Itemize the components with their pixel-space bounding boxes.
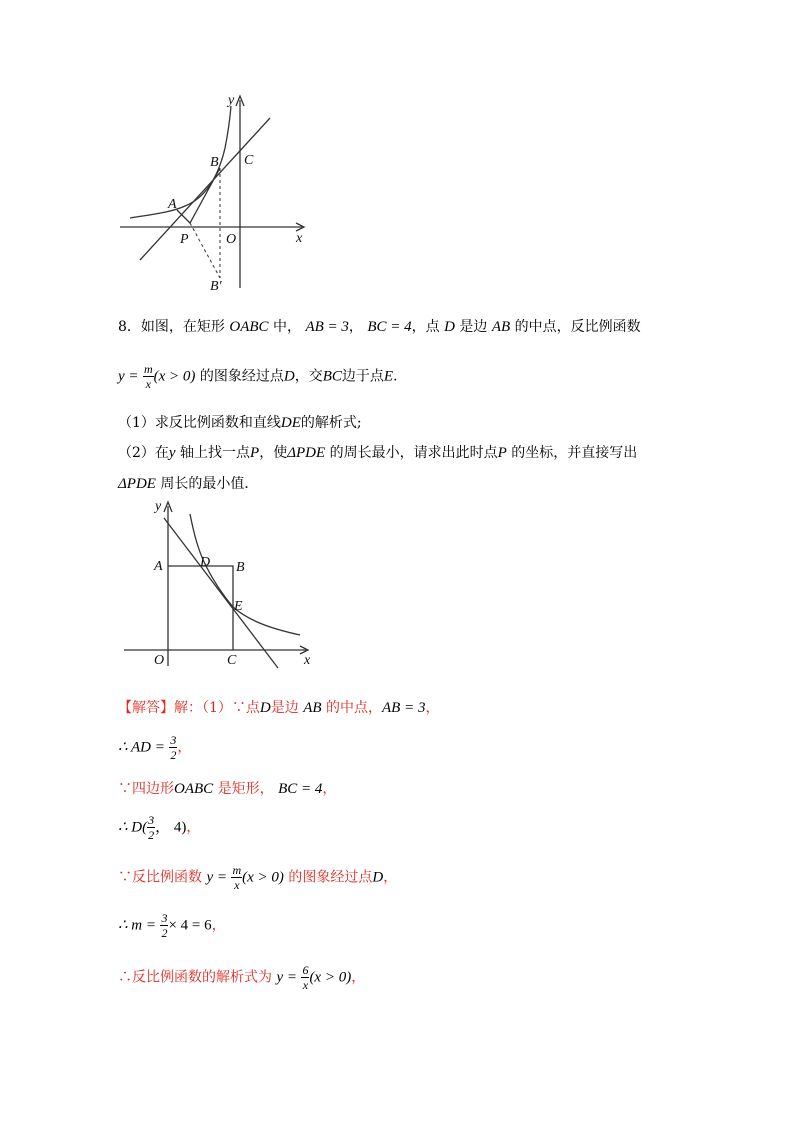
fig1-label-o: O — [226, 232, 237, 247]
fig2-label-e: E — [234, 599, 243, 614]
fig1-label-x: x — [296, 231, 303, 246]
fig2-rectangle — [168, 566, 233, 650]
fig2-label-a: A — [154, 559, 163, 574]
question-2-line-1: （2）在y 轴上找一点P，使ΔPDE 的周长最小，请求出此时点P 的坐标，并直接写出 — [118, 445, 638, 461]
solution-line-1: 【解答】解：（1）∵点D是边 AB 的中点，AB = 3， — [118, 700, 440, 716]
problem-line-1: 8．如图，在矩形 OABC 中， AB = 3， BC = 4，点 D 是边 AB 的中点，反比例函数 — [118, 319, 641, 335]
fig2-line-de — [164, 518, 278, 668]
problem-func-fraction: $\frac{m}{x}$ — [143, 362, 153, 391]
solution-line-4: ∴ D( $\frac{3}{2}$ ， 4)， — [118, 813, 201, 842]
fig2-label-d: D — [200, 555, 211, 570]
fig1-label-p: P — [180, 232, 189, 247]
solution-line-2: ∴ AD = $\frac{3}{2}$ ， — [118, 733, 192, 762]
solution-line-6: ∴ m = $\frac{3}{2}$ × 4 = 6， — [118, 911, 226, 940]
question-2-line-2: ΔPDE 周长的最小值． — [118, 476, 259, 492]
fig1-label-c: C — [244, 153, 254, 168]
fig2-label-b: B — [236, 560, 245, 575]
fig2-label-y: y — [155, 499, 162, 514]
fig1-label-y: y — [228, 93, 235, 108]
fig2-label-x: x — [304, 653, 311, 668]
fig1-line-ab — [140, 118, 270, 260]
solution-tag: 【解答】 — [118, 700, 174, 716]
figure-1 — [110, 88, 320, 298]
fig2-label-c: C — [227, 653, 237, 668]
fig1-dashed-p-bprime — [190, 223, 220, 278]
problem-line-2: y = $\frac{m}{x}$ (x > 0) 的图象经过点D，交BC边于点E． — [118, 362, 408, 391]
solution-line-7: ∴反比例函数的解析式为 y = $\frac{6}{x}$ (x > 0)， — [118, 963, 366, 992]
solution-line-5: ∵反比例函数 y = $\frac{m}{x}$ (x > 0) 的图象经过点D， — [118, 863, 398, 892]
fig1-label-b: B — [210, 155, 219, 170]
fig1-label-bprime: B′ — [210, 279, 222, 294]
problem-number: 8． — [118, 319, 141, 335]
question-1: （1）求反比例函数和直线DE的解析式; — [118, 415, 362, 431]
fig1-label-a: A — [168, 197, 177, 212]
fig2-label-o: O — [154, 653, 165, 668]
solution-line-3: ∵四边形OABC 是矩形， BC = 4， — [118, 781, 337, 797]
figure-2 — [118, 494, 328, 674]
